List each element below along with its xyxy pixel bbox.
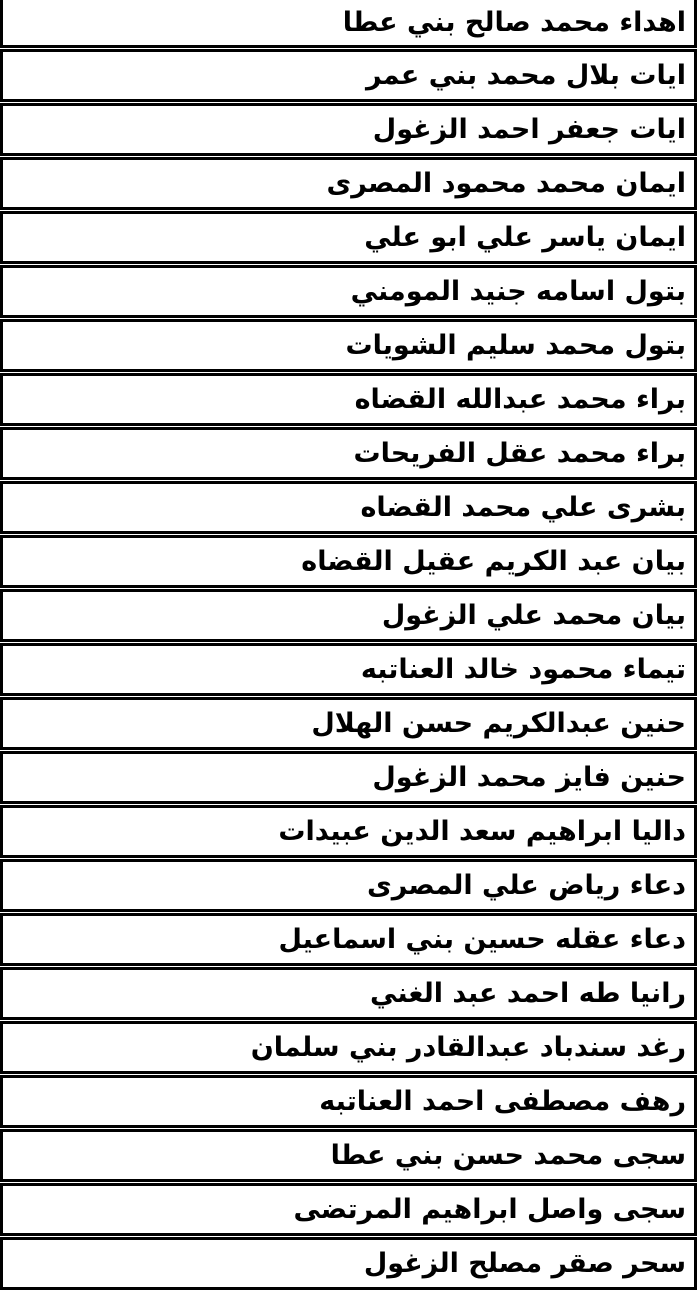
student-name: حنين فايز محمد الزغول: [372, 762, 686, 793]
table-row: [0, 103, 697, 156]
table-row: [0, 643, 697, 696]
student-name: رانيا طه احمد عبد الغني: [370, 978, 686, 1009]
student-name: ايات بلال محمد بني عمر: [365, 60, 686, 91]
table-row: [0, 1075, 697, 1128]
student-name: براء محمد عقل الفريحات: [353, 438, 686, 469]
table-row: [0, 373, 697, 426]
student-name: رهف مصطفى احمد العناتبه: [319, 1086, 686, 1117]
table-row: [0, 0, 697, 48]
student-name: سجى واصل ابراهيم المرتضى: [293, 1194, 686, 1225]
table-row: [0, 265, 697, 318]
student-name: ايمان محمد محمود المصرى: [326, 168, 686, 199]
student-name: بتول اسامه جنيد المومني: [350, 276, 686, 307]
student-name: داليا ابراهيم سعد الدين عبيدات: [278, 816, 686, 847]
student-name: دعاء عقله حسين بني اسماعيل: [278, 924, 686, 955]
table-row: [0, 1237, 697, 1290]
table-row: [0, 1129, 697, 1182]
table-row: [0, 49, 697, 102]
student-name: براء محمد عبدالله القضاه: [354, 384, 686, 415]
table-row: [0, 319, 697, 372]
table-row: [0, 211, 697, 264]
table-row: [0, 535, 697, 588]
student-name: بتول محمد سليم الشويات: [345, 330, 686, 361]
table-row: [0, 1183, 697, 1236]
table-row: [0, 967, 697, 1020]
student-name: بيان محمد علي الزغول: [381, 600, 686, 631]
student-name: بشرى علي محمد القضاه: [360, 492, 686, 523]
table-row: [0, 805, 697, 858]
table-row: [0, 157, 697, 210]
student-name: تيماء محمود خالد العناتبه: [360, 654, 686, 685]
student-name: رغد سندباد عبدالقادر بني سلمان: [250, 1032, 686, 1063]
student-name: دعاء رياض علي المصرى: [366, 870, 686, 901]
table-row: [0, 859, 697, 912]
student-name: سحر صقر مصلح الزغول: [363, 1248, 686, 1279]
table-row: [0, 427, 697, 480]
student-name: بيان عبد الكريم عقيل القضاه: [301, 546, 686, 577]
student-name: حنين عبدالكريم حسن الهلال: [311, 708, 686, 739]
table-row: [0, 589, 697, 642]
table-row: [0, 1021, 697, 1074]
student-name: اهداء محمد صالح بني عطا: [342, 7, 686, 38]
table-row: [0, 697, 697, 750]
student-name: سجى محمد حسن بني عطا: [330, 1140, 686, 1171]
student-name: ايمان ياسر علي ابو علي: [364, 222, 686, 253]
table-row: [0, 751, 697, 804]
student-name: ايات جعفر احمد الزغول: [372, 114, 686, 145]
table-row: [0, 913, 697, 966]
table-row: [0, 481, 697, 534]
